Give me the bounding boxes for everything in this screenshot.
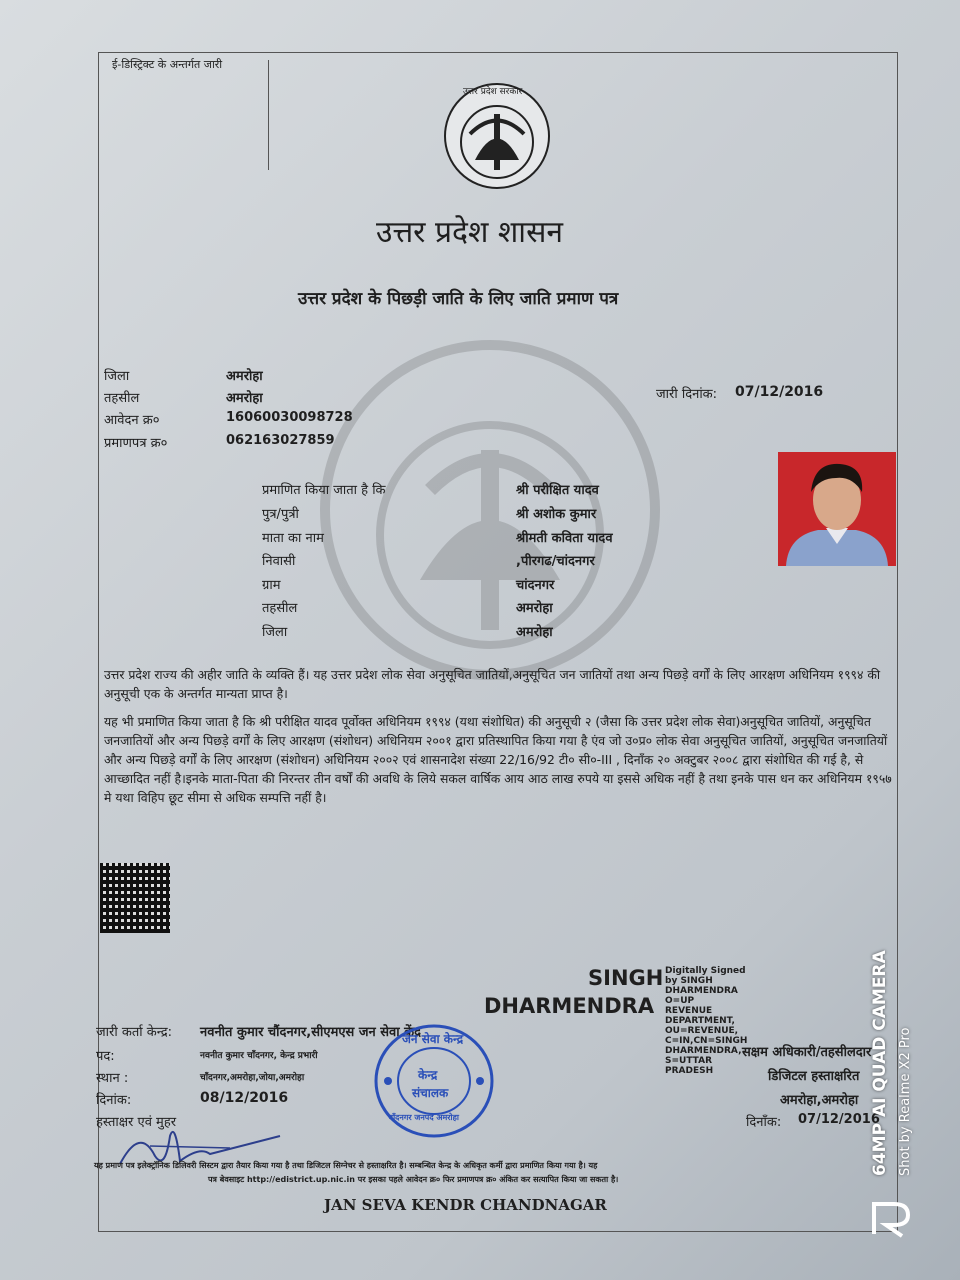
- center-name-footer: JAN SEVA KENDR CHANDNAGAR: [324, 1196, 607, 1214]
- sig-detail: C=IN,CN=SINGH: [665, 1036, 748, 1046]
- issuing-center-value: नवनीत कुमार चौंदनगर,सीएमएस जन सेवा केंद्र: [200, 1025, 422, 1040]
- certificate-title: उत्तर प्रदेश के पिछड़ी जाति के लिए जाति प्रमाण पत्र: [298, 289, 619, 309]
- certificate-number-value: 062163027859: [226, 433, 335, 448]
- footer-note-1: यह प्रमाण पत्र इलेक्ट्रॉनिक डिलिवरी सिस्टम द्वारा तैयार किया गया है तथा डिजिटल सिग्नेचर से हस्ताक्षरित है। सम्बन्धित केन्द्र के अधिकृत कर्मी द्वारा प्रमाणित किया गया है। यह: [94, 1161, 598, 1170]
- sig-detail: PRADESH: [665, 1066, 714, 1076]
- certificate-number-label: प्रमाणपत्र क्र०: [104, 436, 168, 451]
- tehsil-value: अमरोहा: [226, 391, 263, 406]
- sig-detail: DHARMENDRA: [665, 986, 738, 996]
- watermark-emblem-icon: [300, 340, 680, 680]
- sig-detail: OU=REVENUE,: [665, 1026, 739, 1036]
- mother-name-label: माता का नाम: [262, 531, 324, 546]
- emblem-text: उत्तर प्रदेश सरकार: [463, 87, 523, 97]
- sig-detail: O=UP: [665, 996, 695, 1006]
- footer-note-2: पत्र बेवसाइट http://edistrict.up.nic.in पर इसका पहले आवेदन क्र० फिर प्रमाणपत्र क्र० अंकित कर सत्यापित किया जा सकता है।: [208, 1175, 619, 1184]
- place-value: चाँदनगर,अमरोहा,जोया,अमरोहा: [200, 1073, 305, 1083]
- sig-detail: Digitally Signed: [665, 966, 746, 976]
- person-district-value: अमरोहा: [516, 625, 553, 640]
- applicant-photo: [778, 452, 896, 566]
- place-label: स्थान :: [96, 1071, 129, 1086]
- authority-location: अमरोहा,अमरोहा: [780, 1093, 859, 1108]
- sig-detail: by SINGH: [665, 976, 713, 986]
- village-value: चांदनगर: [516, 578, 555, 593]
- qr-code-icon: [100, 863, 170, 933]
- village-label: ग्राम: [262, 578, 281, 593]
- application-number-value: 16060030098728: [226, 410, 353, 425]
- issuing-center-label: जारी कर्ता केन्द्र:: [96, 1025, 173, 1040]
- issued-under-label: ई-डिस्ट्रिक्ट के अन्तर्गत जारी: [112, 58, 223, 71]
- certified-label: प्रमाणित किया जाता है कि: [262, 483, 386, 498]
- header-divider: [268, 60, 269, 170]
- signer-name-line1: SINGH: [588, 966, 664, 990]
- stamp-ring-text: जन सेवा केन्द्र: [402, 1032, 464, 1046]
- authority-digital-signed: डिजिटल हस्ताक्षरित: [768, 1069, 860, 1084]
- realme-logo-icon: [868, 1198, 920, 1238]
- signature-seal-label: हस्ताक्षर एवं मुहर: [96, 1115, 177, 1130]
- up-emblem-icon: [440, 82, 554, 190]
- district-value: अमरोहा: [226, 369, 263, 384]
- person-icon: [778, 452, 896, 566]
- person-tehsil-label: तहसील: [262, 601, 298, 616]
- issue-date-value: 07/12/2016: [735, 384, 824, 400]
- stamp-bottom-text: चाँदनगर जनपद अमरोहा: [388, 1113, 459, 1122]
- body-paragraph-1: उत्तर प्रदेश राज्य की अहीर जाति के व्यक्ति हैं। यह उत्तर प्रदेश लोक सेवा अनुसूचित जातियों,अनुसूचित जन जातियों तथा अन्य पिछड़े वर्गों के लिए आरक्षण अधिनियम १९९४ की अनुसूची एक के अन्तर्गत मान्यता प्राप्त है।: [104, 667, 881, 701]
- stamp-inner-text-2: संचालक: [412, 1086, 449, 1100]
- shot-by-text: Shot by Realme X2 Pro: [898, 1027, 913, 1176]
- authority-date-value: 07/12/2016: [798, 1112, 880, 1127]
- issuer-date-label: दिनांक:: [96, 1093, 132, 1108]
- applicant-name: श्री परीक्षित यादव: [516, 483, 599, 498]
- tehsil-label: तहसील: [104, 391, 140, 406]
- father-name: श्री अशोक कुमार: [516, 507, 597, 522]
- sig-detail: DEPARTMENT,: [665, 1016, 735, 1026]
- resident-value: ,पीरगढ/चांदनगर: [516, 554, 595, 569]
- issuer-date-value: 08/12/2016: [200, 1090, 289, 1106]
- post-label: पद:: [96, 1049, 115, 1064]
- mother-name: श्रीमती कविता यादव: [516, 531, 613, 546]
- resident-label: निवासी: [262, 554, 296, 569]
- issue-date-label: जारी दिनांक:: [656, 387, 718, 402]
- government-title: उत्तर प्रदेश शासन: [376, 215, 564, 250]
- stamp-inner-text-1: केन्द्र: [418, 1068, 438, 1082]
- person-tehsil-value: अमरोहा: [516, 601, 553, 616]
- sig-detail: REVENUE: [665, 1006, 713, 1016]
- sig-detail: S=UTTAR: [665, 1056, 713, 1066]
- signer-name-line2: DHARMENDRA: [484, 994, 655, 1018]
- digital-signature-details: [665, 966, 747, 1076]
- post-value: नवनीत कुमार चाँदनगर, केन्द्र प्रभारी: [200, 1051, 318, 1061]
- sig-detail: DHARMENDRA,: [665, 1046, 742, 1056]
- authority-date-label: दिनाँक:: [746, 1115, 782, 1130]
- district-label: जिला: [104, 369, 130, 384]
- authority-title: सक्षम अधिकारी/तहसीलदार: [742, 1045, 872, 1060]
- person-district-label: जिला: [262, 625, 288, 640]
- camera-model-text: 64MP AI QUAD CAMERA: [870, 950, 890, 1176]
- son-daughter-label: पुत्र/पुत्री: [262, 507, 299, 522]
- application-number-label: आवेदन क्र०: [104, 413, 160, 428]
- body-paragraph-2: यह भी प्रमाणित किया जाता है कि श्री परीक्षित यादव पूर्वोक्त अधिनियम १९९४ (यथा संशोधित) की अनुसूची २ (जैसा कि उत्तर प्रदेश लोक सेवा)अनुसूचित जातियों, अनुसूचित जनजातियों और अन्य पिछड़े वर्गों के लिए आरक्षण (संशोधन) अधिनियम २००१ द्वारा प्रतिस्थापित किया गया है एंव जो उ०प्र० लोक सेवा अनुसूचित जातियों, अनुसूचित जनजातियों और अन्य पिछड़े वर्गों के लिए आरक्षण (संशोधन) अधिनियम २००२ एवं शासनादेश संख्या 22/16/92 टी० सी०-III , दिनाँक २० अक्टुबर २००८ द्वारा संशोधित की गई है, से आच्छादित नहीं है।इनके माता-पिता की निरन्तर तीन वर्षों की अवधि के लिये सकल वार्षिक आय आठ लाख रुपये या इससे अधिक नहीं है तथा इनके पास धन कर अधिनियम १९५७ मे यथा विहिप छूट सीमा से अधिक सम्पत्ति नहीं है।: [104, 714, 892, 805]
